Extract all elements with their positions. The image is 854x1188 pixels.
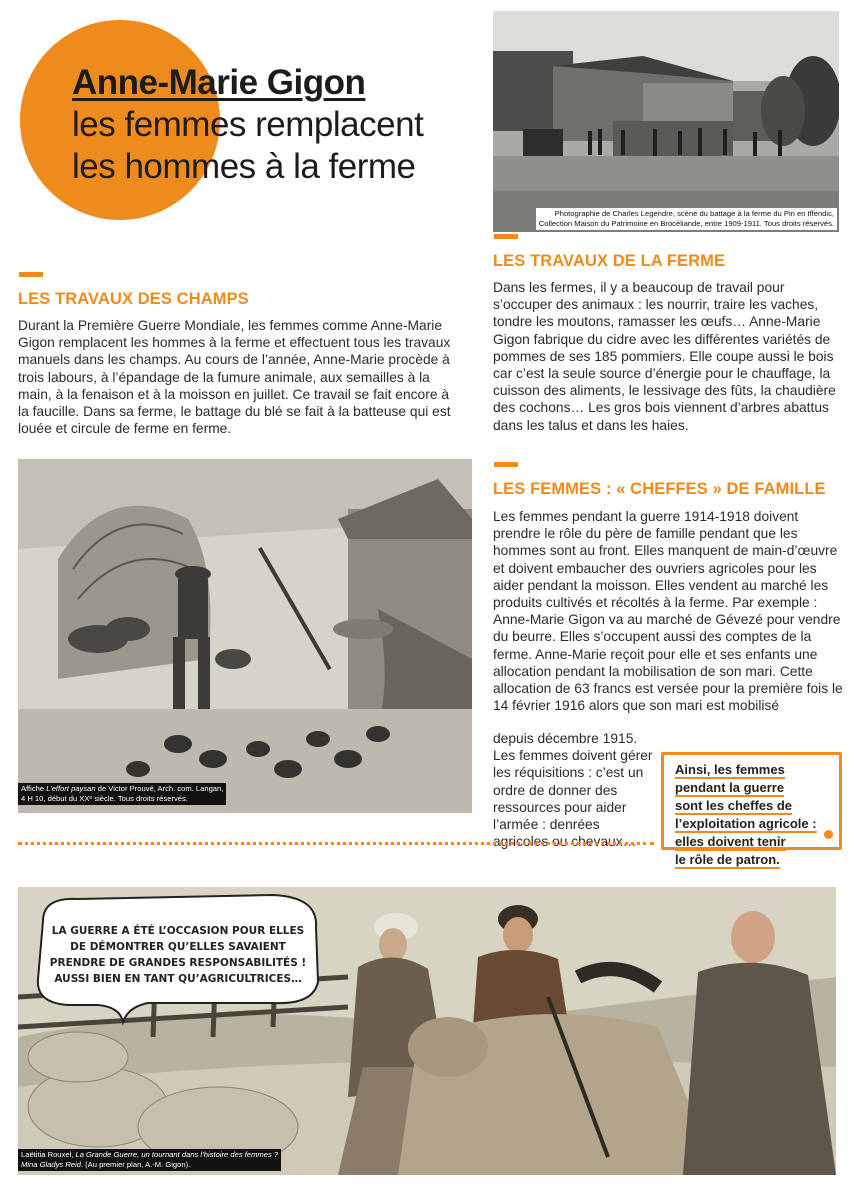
title-subtitle-line2: les hommes à la ferme bbox=[72, 147, 416, 186]
quote-text bbox=[675, 761, 817, 869]
section-title-champs: LES TRAVAUX DES CHAMPS bbox=[18, 290, 249, 308]
quote-line2: pendant la guerre bbox=[675, 780, 785, 795]
section-body-ferme: Dans les fermes, il y a beaucoup de travail pour s’occuper des animaux : les nourrir, traire les vaches, tondre les moutons, ramasser les œufs… Anne-Marie Gigon fabrique du cidre avec les différentes variétés de pommes de ses 185 pommiers. Elle coupe aussi le bois car c’est la seule source d’énergie pour le chauffage, la cuisson des aliments, le lessivage des fûts, la chaudière des cochons… Les gros bois viennent d’arbres abattus dans les talus et dans les haies. bbox=[493, 280, 836, 433]
bubble-line1: LA GUERRE A ÉTÉ L’OCCASION POUR ELLES bbox=[51, 925, 305, 937]
section-body-cheffes: Les femmes pendant la guerre 1914-1918 doivent prendre le rôle du père de famille pendant que les hommes sont au front. Elles manquent de main-d’œuvre et doivent embaucher des ouvriers agricoles pour les aider pendant la moisson. Elles vendent au marché les produits cultivés et récoltés à la ferme. Par exemple : Anne-Marie Gigon va au marché de Gévezé pour vendre du beurre. Elles s’occupent aussi des comptes de la ferme. Anne-Marie reçoit pour elle et ses enfants une allocation pendant la mobilisation de son mari. Cette allocation de 63 francs est versée pour la première fois le 14 février 1916 alors que son mari est mobilisé bbox=[493, 509, 843, 714]
comic-caption-line2 bbox=[21, 1160, 278, 1170]
engraving-caption-line2: 4 H 10, début du XXᵉ siècle. Tous droits réservés. bbox=[21, 794, 188, 803]
section-title-cheffes: LES FEMMES : « CHEFFES » DE FAMILLE bbox=[493, 480, 826, 498]
comic-caption-rest: . (Au premier plan, A.-M. Gigon). bbox=[80, 1160, 191, 1169]
bubble-line2: DE DÉMONTRER QU’ELLES SAVAIENT bbox=[70, 941, 286, 953]
photo-top-caption-line1: Photographie de Charles Legendre, scène du battage à la ferme du Pin en Iffendic, bbox=[554, 209, 834, 218]
comic-caption bbox=[18, 1149, 281, 1171]
photo-top-caption-line2: Collection Maison du Patrimoine en Brocéliande, entre 1909-1911. Tous droits réservés. bbox=[538, 219, 834, 228]
title-name: Anne-Marie Gigon bbox=[72, 63, 366, 102]
comic-caption-artist: Mina Gladys Reid bbox=[21, 1160, 81, 1169]
quote-line3: sont les cheffes de bbox=[675, 798, 793, 813]
section-marker-cheffes bbox=[494, 462, 518, 467]
highlight-quote-box bbox=[661, 752, 842, 867]
engraving-caption bbox=[18, 783, 226, 805]
comic-panel bbox=[18, 887, 836, 1175]
bubble-line3: PRENDRE DE GRANDES RESPONSABILITÉS ! bbox=[49, 957, 307, 969]
quote-line5: elles doivent tenir bbox=[675, 834, 786, 849]
page-title bbox=[72, 62, 423, 188]
dotted-divider bbox=[18, 842, 654, 845]
engraving-illustration bbox=[18, 459, 472, 813]
quote-line6: le rôle de patron. bbox=[675, 852, 780, 867]
quote-line1: Ainsi, les femmes bbox=[675, 762, 785, 777]
photo-top-caption bbox=[536, 208, 837, 230]
section-marker-champs bbox=[19, 272, 43, 277]
comic-caption-line1 bbox=[21, 1150, 278, 1160]
quote-dot-decoration bbox=[824, 830, 833, 839]
threshing-photo bbox=[493, 11, 839, 232]
section-body-cheffes-narrow: depuis décembre 1915. Les femmes doivent gérer les réquisitions : c’est un ordre de donner des ressources pour aider l’armée : denrées agricoles ou chevaux… bbox=[493, 731, 653, 850]
section-title-ferme: LES TRAVAUX DE LA FERME bbox=[493, 252, 726, 270]
engraving-caption-line1 bbox=[21, 784, 223, 794]
title-subtitle-line1: les femmes remplacent bbox=[72, 105, 424, 144]
quote-line4: l’exploitation agricole : bbox=[675, 816, 817, 831]
bubble-line4: AUSSI BIEN EN TANT QU’AGRICULTRICES… bbox=[54, 973, 302, 985]
comic-caption-author: Laëtitia Rouxel, bbox=[21, 1150, 76, 1159]
engraving-caption-rest: de Victor Prouvé, Arch. com. Langan, bbox=[95, 784, 224, 793]
section-marker-ferme bbox=[494, 234, 518, 239]
engraving-caption-title: L’effort paysan bbox=[46, 784, 96, 793]
section-body-champs: Durant la Première Guerre Mondiale, les femmes comme Anne-Marie Gigon remplacent les hommes à la ferme et effectuent tous les travaux manuels dans les champs. Au cours de l’année, Anne-Marie procède à trois labours, à l’épandage de la fumure animale, aux semailles à la main, à la fenaison et à la moisson en juillet. Ce travail se fait encore à la faucille. Dans sa ferme, le battage du blé se fait à la batteuse qui est louée et circule de ferme en ferme. bbox=[18, 318, 451, 437]
engraving-caption-prefix: Affiche bbox=[21, 784, 47, 793]
comic-caption-title: La Grande Guerre, un tournant dans l’histoire des femmes ? bbox=[75, 1150, 279, 1159]
